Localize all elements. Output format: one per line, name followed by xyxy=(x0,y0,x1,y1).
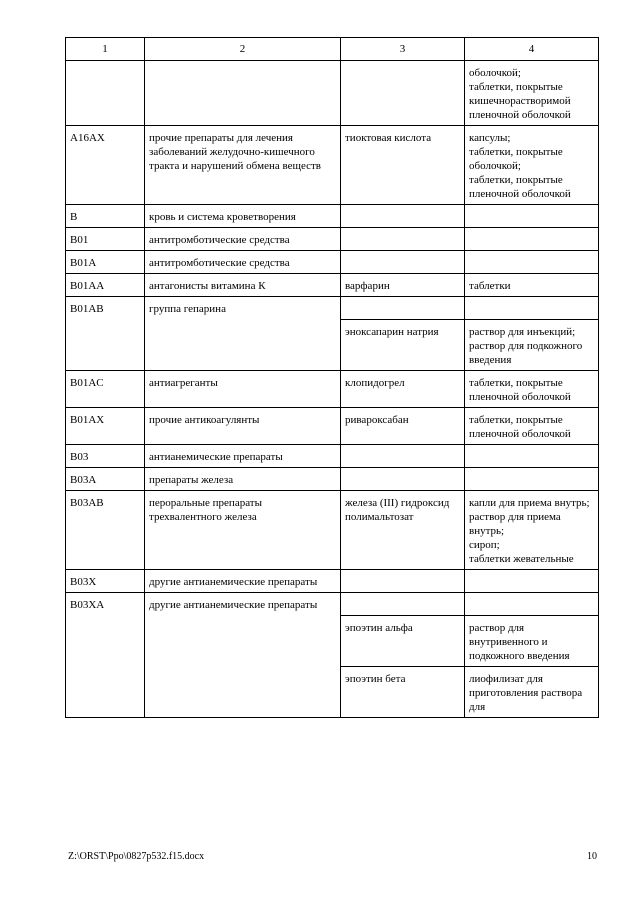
atc-code-cell: B01AC xyxy=(66,371,145,408)
column-header: 1 xyxy=(66,38,145,61)
group-name-cell: антианемические препараты xyxy=(145,445,341,468)
atc-code-cell: B03XA xyxy=(66,593,145,718)
table-row xyxy=(66,297,599,320)
drug-name-cell: эноксапарин натрия xyxy=(341,320,465,371)
dosage-forms-cell xyxy=(465,61,599,126)
dosage-forms-cell xyxy=(465,205,599,228)
dosage-form-line: таблетки, покрытые пленочной оболочкой xyxy=(469,377,571,403)
dosage-form-line: таблетки xyxy=(469,280,511,292)
dosage-form-line: таблетки, покрытые оболочкой; xyxy=(469,146,563,172)
column-header: 4 xyxy=(465,38,599,61)
atc-code-cell: B01AX xyxy=(66,408,145,445)
group-name-cell: антиагреганты xyxy=(145,371,341,408)
dosage-form-line: оболочкой; xyxy=(469,67,521,79)
dosage-forms-cell xyxy=(465,371,599,408)
table-row xyxy=(66,126,599,205)
dosage-form-line: сироп; xyxy=(469,539,500,551)
atc-code-cell xyxy=(66,61,145,126)
dosage-form-line: раствор для подкожного введения xyxy=(469,340,583,366)
atc-code-cell: B01A xyxy=(66,251,145,274)
drug-name-cell xyxy=(341,61,465,126)
drug-name-cell: тиоктовая кислота xyxy=(341,126,465,205)
dosage-forms-cell xyxy=(465,593,599,616)
atc-code-cell: B xyxy=(66,205,145,228)
dosage-form-line: раствор для внутривенного и подкожного введения xyxy=(469,622,570,662)
dosage-forms-cell xyxy=(465,570,599,593)
dosage-forms-cell xyxy=(465,251,599,274)
page-number: 10 xyxy=(587,851,597,862)
table-row xyxy=(66,445,599,468)
dosage-form-line: раствор для приема внутрь; xyxy=(469,511,561,537)
dosage-form-line: лиофилизат для приготовления раствора для xyxy=(469,673,583,713)
column-header: 2 xyxy=(145,38,341,61)
atc-code-cell: B03A xyxy=(66,468,145,491)
table-row xyxy=(66,468,599,491)
table-row xyxy=(66,228,599,251)
dosage-form-line: таблетки, покрытые пленочной оболочкой xyxy=(469,174,571,200)
group-name-cell: группа гепарина xyxy=(145,297,341,371)
dosage-form-line: капли для приема внутрь; xyxy=(469,497,590,509)
group-name-cell: прочие антикоагулянты xyxy=(145,408,341,445)
group-name-cell: препараты железа xyxy=(145,468,341,491)
atc-code-cell: B03X xyxy=(66,570,145,593)
dosage-form-line: таблетки жевательные xyxy=(469,553,574,565)
table-row xyxy=(66,593,599,616)
dosage-form-line: раствор для инъекций; xyxy=(469,326,576,338)
drug-name-cell xyxy=(341,205,465,228)
atc-code-cell: B01 xyxy=(66,228,145,251)
table-row xyxy=(66,205,599,228)
drug-name-cell: ривароксабан xyxy=(341,408,465,445)
group-name-cell: антагонисты витамина К xyxy=(145,274,341,297)
atc-code-cell: A16AX xyxy=(66,126,145,205)
dosage-forms-cell xyxy=(465,468,599,491)
group-name-cell: другие антианемические препараты xyxy=(145,593,341,718)
table-row xyxy=(66,371,599,408)
group-name-cell: пероральные препараты трехвалентного железа xyxy=(145,491,341,570)
dosage-forms-cell xyxy=(465,320,599,371)
dosage-form-line: капсулы; xyxy=(469,132,511,144)
column-header: 3 xyxy=(341,38,465,61)
drug-name-cell: эпоэтин альфа xyxy=(341,616,465,667)
drug-table xyxy=(65,37,599,718)
drug-name-cell xyxy=(341,251,465,274)
dosage-forms-cell xyxy=(465,491,599,570)
table-row xyxy=(66,274,599,297)
atc-code-cell: B03 xyxy=(66,445,145,468)
table-row xyxy=(66,491,599,570)
table-row xyxy=(66,570,599,593)
table-row xyxy=(66,61,599,126)
dosage-forms-cell xyxy=(465,445,599,468)
dosage-forms-cell xyxy=(465,667,599,718)
dosage-forms-cell xyxy=(465,297,599,320)
drug-name-cell xyxy=(341,593,465,616)
table-row xyxy=(66,251,599,274)
atc-code-cell: B01AA xyxy=(66,274,145,297)
dosage-forms-cell xyxy=(465,126,599,205)
table-row xyxy=(66,408,599,445)
dosage-form-line: таблетки, покрытые кишечнорастворимой пленочной оболочкой xyxy=(469,81,571,121)
header-row xyxy=(66,38,599,61)
drug-name-cell xyxy=(341,570,465,593)
atc-code-cell: B03AB xyxy=(66,491,145,570)
dosage-forms-cell xyxy=(465,274,599,297)
file-path: Z:\ORST\Ppo\0827p532.f15.docx xyxy=(68,851,205,862)
drug-name-cell: варфарин xyxy=(341,274,465,297)
dosage-forms-cell xyxy=(465,408,599,445)
group-name-cell: антитромботические средства xyxy=(145,251,341,274)
group-name-cell xyxy=(145,61,341,126)
group-name-cell: другие антианемические препараты xyxy=(145,570,341,593)
atc-code-cell: B01AB xyxy=(66,297,145,371)
drug-name-cell xyxy=(341,445,465,468)
dosage-forms-cell xyxy=(465,616,599,667)
drug-name-cell xyxy=(341,228,465,251)
drug-name-cell: эпоэтин бета xyxy=(341,667,465,718)
dosage-form-line: таблетки, покрытые пленочной оболочкой xyxy=(469,414,571,440)
drug-name-cell xyxy=(341,468,465,491)
drug-name-cell: железа (III) гидроксид полимальтозат xyxy=(341,491,465,570)
group-name-cell: антитромботические средства xyxy=(145,228,341,251)
drug-name-cell xyxy=(341,297,465,320)
drug-name-cell: клопидогрел xyxy=(341,371,465,408)
group-name-cell: прочие препараты для лечения заболеваний желудочно-кишечного тракта и нарушений обмена веществ xyxy=(145,126,341,205)
page-footer xyxy=(68,851,597,862)
group-name-cell: кровь и система кроветворения xyxy=(145,205,341,228)
dosage-forms-cell xyxy=(465,228,599,251)
